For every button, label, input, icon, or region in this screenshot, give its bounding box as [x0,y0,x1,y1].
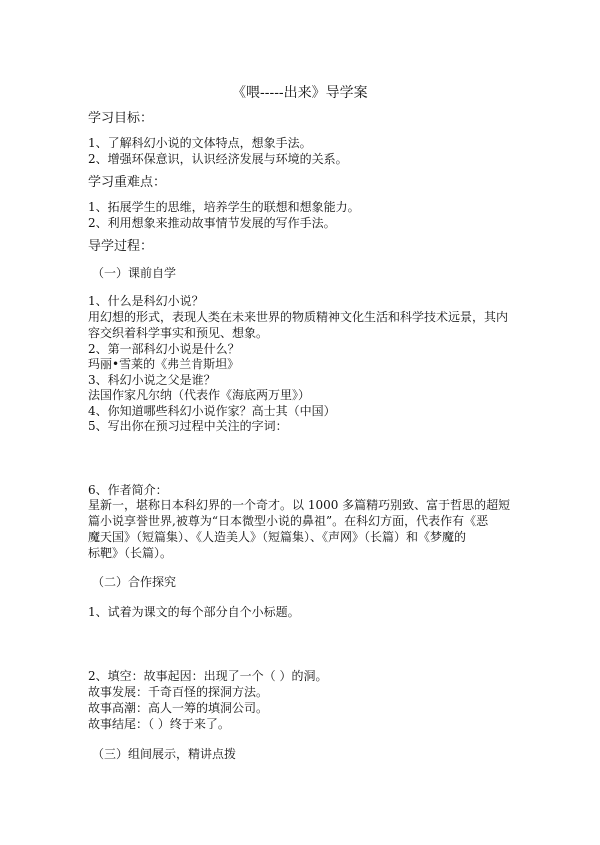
text-line: 法国作家凡尔纳（代表作《海底两万里》） [88,388,311,402]
subsection-presentation: （三）组间展示，精讲点拨 [92,747,237,761]
author-line: 标靶》（长篇）。 [88,546,173,560]
author-line: 魔天国》（短篇集）、《人造美人》（短篇集）、《声网》（长篇）和《梦魔的 [88,530,467,544]
page-title: 《喂-----出来》导学案 [232,85,368,101]
text-line: 2、第一部科幻小说是什么？ [88,342,240,356]
author-line: 篇小说享誉世界,被尊为“日本微型小说的鼻祖”。在科幻方面，代表作有《恶 [88,514,489,528]
text-line: 1、什么是科幻小说？ [88,294,204,308]
objective-item: 1、了解科幻小说的文体特点，想象手法。 [88,136,312,150]
subsection-cooperative: （二）合作探究 [92,575,177,589]
author-line: 星新一，堪称日本科幻界的一个奇才。以 1000 多篇精巧别致、富于哲思的超短 [88,498,511,512]
section-heading-process: 导学过程： [88,239,154,254]
author-heading: 6、作者简介： [88,483,168,497]
text-line: 用幻想的形式，表现人类在未来世界的物质精神文化生活和科学技术远景，其内 [88,310,509,324]
story-line: 故事发展：千奇百怪的探洞方法。 [88,685,269,699]
story-line: 故事高潮：高人一筹的填洞公司。 [88,701,269,715]
question-1: 1、试着为课文的每个部分自个小标题。 [88,605,300,619]
fill-blank-line: 故事结尾：（ ）终于来了。 [88,717,230,731]
text-line: 容交织着科学事实和预见、想象。 [88,326,269,340]
text-line: 4、你知道哪些科幻小说作家？高士其（中国） [88,404,336,418]
objective-item: 2、增强环保意识，认识经济发展与环境的关系。 [88,152,348,166]
subsection-self-study: （一）课前自学 [92,266,177,280]
fill-blank-line: 2、填空：故事起因：出现了一个（ ）的洞。 [88,669,328,683]
text-line: 玛丽•雪莱的《弗兰肯斯坦》 [88,357,240,371]
text-line: 5、写出你在预习过程中关注的字词： [88,419,288,433]
section-heading-key-points: 学习重难点： [88,175,167,190]
section-heading-objectives: 学习目标： [88,111,154,126]
text-line: 3、科幻小说之父是谁？ [88,373,216,387]
key-point-item: 1、拓展学生的思维，培养学生的联想和想象能力。 [88,200,360,214]
key-point-item: 2、利用想象来推动故事情节发展的写作手法。 [88,216,336,230]
